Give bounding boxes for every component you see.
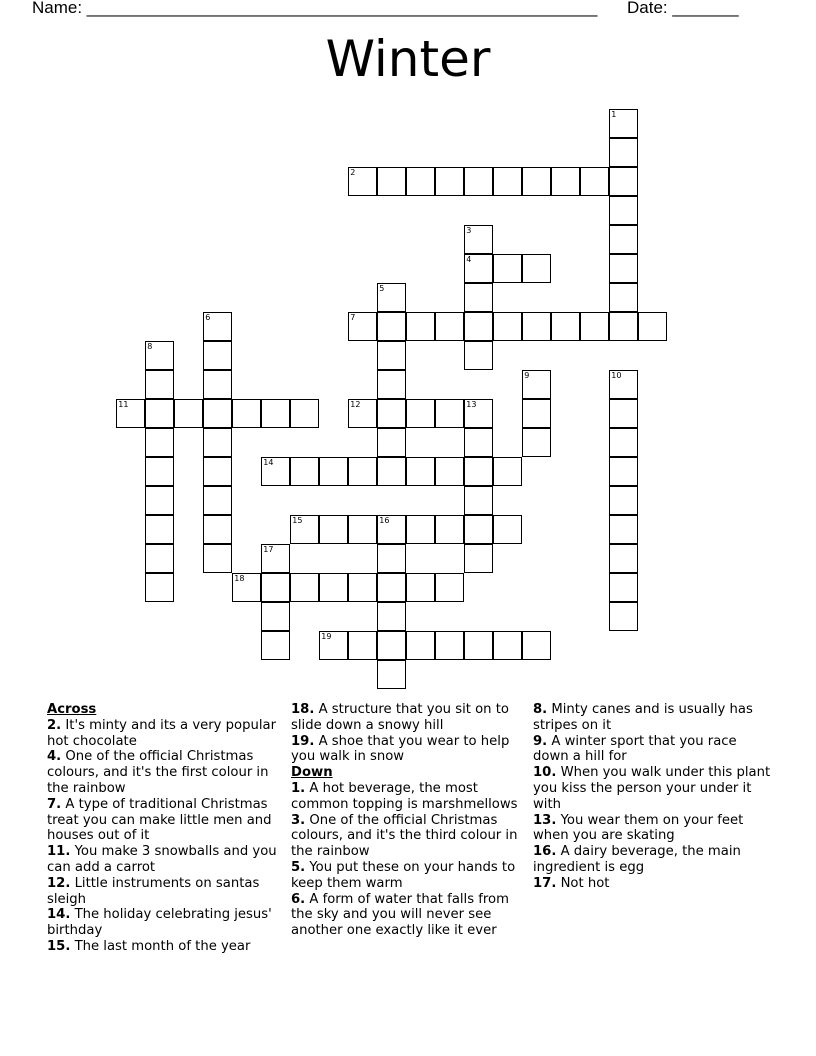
- grid-cell[interactable]: [319, 631, 348, 660]
- clue-text: One of the official Christmas colours, and it's the first colour in the rainbow: [47, 749, 269, 796]
- grid-cell[interactable]: [348, 167, 377, 196]
- grid-cell[interactable]: [522, 254, 551, 283]
- grid-cell[interactable]: [464, 457, 493, 486]
- grid-cell[interactable]: [522, 370, 551, 399]
- grid-cell[interactable]: [174, 399, 203, 428]
- grid-cell[interactable]: [203, 544, 232, 573]
- grid-cell[interactable]: [609, 602, 638, 631]
- clue-number: 12: [350, 400, 361, 410]
- across-clue: [291, 734, 531, 766]
- grid-cell[interactable]: [406, 515, 435, 544]
- grid-cell[interactable]: [609, 167, 638, 196]
- clue-number: 3: [466, 226, 472, 236]
- grid-cell[interactable]: [348, 457, 377, 486]
- clue-number: 8: [147, 342, 153, 352]
- clues-column-1: [47, 702, 287, 955]
- grid-cell[interactable]: [464, 428, 493, 457]
- clue-number: 13.: [533, 812, 557, 828]
- grid-cell[interactable]: [464, 631, 493, 660]
- clue-number: 17: [263, 545, 274, 555]
- clue-text: Little instruments on santas sleigh: [47, 875, 260, 907]
- grid-cell[interactable]: [522, 428, 551, 457]
- grid-cell[interactable]: [435, 573, 464, 602]
- grid-cell[interactable]: [464, 225, 493, 254]
- clue-number: 3.: [291, 812, 306, 828]
- down-clue: [533, 876, 773, 892]
- grid-cell[interactable]: [435, 515, 464, 544]
- grid-cell[interactable]: [145, 399, 174, 428]
- grid-cell[interactable]: [609, 254, 638, 283]
- grid-cell[interactable]: [609, 399, 638, 428]
- grid-cell[interactable]: [232, 573, 261, 602]
- clue-number: 11.: [47, 844, 71, 860]
- grid-cell[interactable]: [493, 631, 522, 660]
- clue-number: 9.: [533, 733, 548, 749]
- clue-text: One of the official Christmas colours, and it's the third colour in the rainbow: [291, 812, 518, 860]
- clue-number: 11: [118, 400, 129, 410]
- down-clue: [533, 702, 773, 734]
- down-clue: [291, 892, 531, 939]
- down-heading: Down: [291, 765, 333, 781]
- grid-cell[interactable]: [464, 283, 493, 312]
- grid-cell[interactable]: [145, 457, 174, 486]
- grid-cell[interactable]: [377, 457, 406, 486]
- grid-cell[interactable]: [464, 486, 493, 515]
- down-clue: [291, 781, 531, 813]
- clue-text: Not hot: [556, 875, 610, 891]
- grid-cell[interactable]: [609, 370, 638, 399]
- across-clue: [47, 718, 287, 750]
- clue-number: 7.: [47, 796, 62, 812]
- grid-cell[interactable]: [609, 225, 638, 254]
- grid-cell[interactable]: [435, 399, 464, 428]
- clue-number: 18: [234, 574, 245, 584]
- clue-text: A structure that you sit on to slide down a snowy hill: [291, 702, 509, 733]
- grid-cell[interactable]: [232, 399, 261, 428]
- clue-number: 14: [263, 458, 274, 468]
- grid-cell[interactable]: [261, 631, 290, 660]
- clue-number: 14.: [47, 907, 71, 923]
- grid-cell[interactable]: [406, 167, 435, 196]
- across-clue: [47, 939, 287, 955]
- down-clue: [533, 765, 773, 812]
- clue-number: 12.: [47, 875, 71, 891]
- grid-cell[interactable]: [609, 196, 638, 225]
- grid-cell[interactable]: [116, 399, 145, 428]
- grid-cell[interactable]: [377, 428, 406, 457]
- grid-cell[interactable]: [551, 312, 580, 341]
- clue-text: The holiday celebrating jesus' birthday: [47, 907, 272, 939]
- clue-text: You put these on your hands to keep them warm: [291, 859, 516, 891]
- grid-cell[interactable]: [609, 457, 638, 486]
- grid-cell[interactable]: [493, 167, 522, 196]
- grid-cell[interactable]: [348, 312, 377, 341]
- grid-cell[interactable]: [145, 486, 174, 515]
- clues-column-2: [291, 702, 531, 939]
- across-clue: [47, 907, 287, 939]
- grid-cell[interactable]: [580, 167, 609, 196]
- grid-cell[interactable]: [203, 457, 232, 486]
- grid-cell[interactable]: [406, 312, 435, 341]
- grid-cell[interactable]: [290, 457, 319, 486]
- grid-cell[interactable]: [609, 573, 638, 602]
- clue-text: A form of water that falls from the sky and you will never see another one exactly like it ever: [291, 891, 509, 939]
- grid-cell[interactable]: [261, 457, 290, 486]
- clue-number: 9: [524, 371, 530, 381]
- across-heading: Across: [47, 702, 97, 717]
- clue-number: 6.: [291, 891, 306, 907]
- grid-cell[interactable]: [493, 515, 522, 544]
- clue-number: 13: [466, 400, 477, 410]
- grid-cell[interactable]: [609, 109, 638, 138]
- grid-cell[interactable]: [377, 283, 406, 312]
- grid-cell[interactable]: [406, 399, 435, 428]
- grid-cell[interactable]: [348, 399, 377, 428]
- grid-cell[interactable]: [464, 312, 493, 341]
- clue-text: The last month of the year: [70, 938, 251, 954]
- grid-cell[interactable]: [493, 254, 522, 283]
- grid-cell[interactable]: [145, 515, 174, 544]
- clue-text: You wear them on your feet when you are skating: [533, 812, 744, 844]
- clue-text: When you walk under this plant you kiss the person your under it with: [533, 765, 771, 812]
- grid-cell[interactable]: [464, 544, 493, 573]
- grid-cell[interactable]: [348, 573, 377, 602]
- grid-cell[interactable]: [203, 486, 232, 515]
- clue-text: A dairy beverage, the main ingredient is egg: [533, 844, 741, 875]
- grid-cell[interactable]: [464, 341, 493, 370]
- page-title: Winter: [325, 30, 491, 88]
- clues-column-3: [533, 702, 773, 892]
- clue-number: 5.: [291, 859, 306, 875]
- down-clue: [533, 844, 773, 876]
- grid-cell[interactable]: [377, 370, 406, 399]
- grid-cell[interactable]: [377, 573, 406, 602]
- grid-cell[interactable]: [435, 167, 464, 196]
- crossword-grid: [117, 110, 717, 710]
- grid-cell[interactable]: [609, 312, 638, 341]
- grid-cell[interactable]: [319, 457, 348, 486]
- clue-text: Minty canes and is usually has stripes on it: [533, 702, 753, 733]
- clue-number: 2.: [47, 717, 62, 733]
- across-clue: [291, 702, 531, 734]
- grid-cell[interactable]: [464, 399, 493, 428]
- grid-cell[interactable]: [493, 457, 522, 486]
- grid-cell[interactable]: [522, 399, 551, 428]
- down-clue: [291, 860, 531, 892]
- clue-number: 17.: [533, 875, 557, 891]
- grid-cell[interactable]: [377, 167, 406, 196]
- grid-cell[interactable]: [203, 515, 232, 544]
- grid-cell[interactable]: [145, 544, 174, 573]
- clue-number: 1: [611, 110, 617, 120]
- grid-cell[interactable]: [203, 341, 232, 370]
- grid-cell[interactable]: [522, 312, 551, 341]
- grid-cell[interactable]: [203, 312, 232, 341]
- down-clue: [533, 734, 773, 766]
- clue-number: 4: [466, 255, 472, 265]
- grid-cell[interactable]: [464, 254, 493, 283]
- grid-cell[interactable]: [435, 631, 464, 660]
- grid-cell[interactable]: [145, 573, 174, 602]
- clue-number: 10.: [533, 765, 557, 781]
- grid-cell[interactable]: [145, 428, 174, 457]
- grid-cell[interactable]: [203, 370, 232, 399]
- across-clue: [47, 797, 287, 844]
- grid-cell[interactable]: [609, 515, 638, 544]
- grid-cell[interactable]: [348, 631, 377, 660]
- clue-number: 2: [350, 168, 356, 178]
- clue-number: 10: [611, 371, 622, 381]
- grid-cell[interactable]: [464, 515, 493, 544]
- grid-cell[interactable]: [551, 167, 580, 196]
- grid-cell[interactable]: [609, 428, 638, 457]
- clue-number: 19: [321, 632, 332, 642]
- clue-number: 19.: [291, 733, 315, 749]
- grid-cell[interactable]: [522, 167, 551, 196]
- grid-cell[interactable]: [261, 602, 290, 631]
- clue-number: 6: [205, 313, 211, 323]
- grid-cell[interactable]: [377, 544, 406, 573]
- grid-cell[interactable]: [406, 457, 435, 486]
- name-field[interactable]: Name: ______________________________________________________: [32, 0, 598, 17]
- clue-text: A shoe that you wear to help you walk in snow: [291, 733, 510, 765]
- down-clue: [291, 813, 531, 860]
- grid-cell[interactable]: [319, 515, 348, 544]
- grid-cell[interactable]: [464, 167, 493, 196]
- grid-cell[interactable]: [377, 341, 406, 370]
- grid-cell[interactable]: [609, 544, 638, 573]
- across-clue: [47, 844, 287, 876]
- grid-cell[interactable]: [406, 631, 435, 660]
- grid-cell[interactable]: [435, 457, 464, 486]
- grid-cell[interactable]: [435, 312, 464, 341]
- clue-text: A hot beverage, the most common topping is marshmellows: [291, 780, 518, 812]
- grid-cell[interactable]: [377, 631, 406, 660]
- grid-cell[interactable]: [638, 312, 667, 341]
- clue-number: 18.: [291, 702, 315, 717]
- grid-cell[interactable]: [319, 573, 348, 602]
- clue-number: 1.: [291, 780, 306, 796]
- grid-cell[interactable]: [377, 515, 406, 544]
- clue-number: 7: [350, 313, 356, 323]
- grid-cell[interactable]: [377, 399, 406, 428]
- grid-cell[interactable]: [580, 312, 609, 341]
- clue-number: 16.: [533, 844, 557, 860]
- clue-number: 4.: [47, 749, 62, 765]
- grid-cell[interactable]: [406, 573, 435, 602]
- grid-cell[interactable]: [290, 515, 319, 544]
- grid-cell[interactable]: [261, 544, 290, 573]
- across-clue: [47, 876, 287, 908]
- down-clue: [533, 813, 773, 845]
- grid-cell[interactable]: [377, 312, 406, 341]
- clue-text: You make 3 snowballs and you can add a carrot: [47, 844, 277, 875]
- grid-cell[interactable]: [203, 428, 232, 457]
- clue-number: 15: [292, 516, 303, 526]
- date-field[interactable]: Date: _______: [627, 0, 739, 17]
- clue-number: 5: [379, 284, 385, 294]
- grid-cell[interactable]: [609, 486, 638, 515]
- grid-cell[interactable]: [203, 399, 232, 428]
- grid-cell[interactable]: [609, 138, 638, 167]
- clue-text: It's minty and its a very popular hot chocolate: [47, 717, 277, 749]
- clue-text: A type of traditional Christmas treat you can make little men and houses out of it: [47, 796, 272, 844]
- grid-cell[interactable]: [377, 602, 406, 631]
- clue-number: 15.: [47, 938, 71, 954]
- grid-cell[interactable]: [145, 341, 174, 370]
- clue-number: 16: [379, 516, 390, 526]
- clue-number: 8.: [533, 702, 548, 717]
- grid-cell[interactable]: [522, 631, 551, 660]
- grid-cell[interactable]: [348, 515, 377, 544]
- grid-cell[interactable]: [261, 573, 290, 602]
- grid-cell[interactable]: [290, 573, 319, 602]
- grid-cell[interactable]: [145, 370, 174, 399]
- grid-cell[interactable]: [290, 399, 319, 428]
- grid-cell[interactable]: [377, 660, 406, 689]
- grid-cell[interactable]: [609, 283, 638, 312]
- grid-cell[interactable]: [493, 312, 522, 341]
- across-clue: [47, 749, 287, 796]
- grid-cell[interactable]: [261, 399, 290, 428]
- clue-text: A winter sport that you race down a hill for: [533, 733, 737, 765]
